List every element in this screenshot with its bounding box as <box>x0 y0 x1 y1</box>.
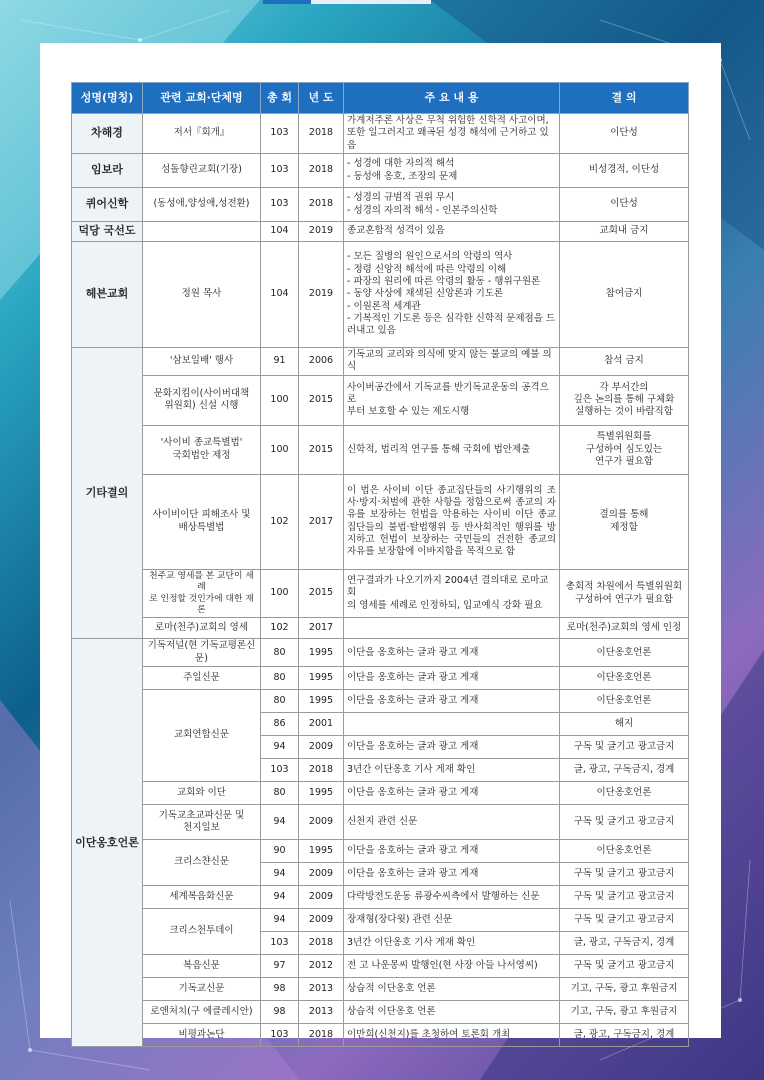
row-content: 이단을 옹호하는 글과 광고 게재 <box>344 639 560 667</box>
table-row <box>72 222 689 242</box>
top-tab-light <box>311 0 431 4</box>
row-year: 1995 <box>299 639 344 667</box>
row-year: 2001 <box>299 713 344 736</box>
row-year: 2013 <box>299 978 344 1001</box>
row-resolution: 구독 및 글기고 광고금지 <box>560 909 689 932</box>
row-org: 로앤처치(구 에클레시안) <box>143 1001 261 1024</box>
row-name: 이단옹호언론 <box>72 639 143 1047</box>
row-session: 86 <box>261 713 299 736</box>
row-content: 상습적 이단옹호 언론 <box>344 1001 560 1024</box>
row-session: 103 <box>261 154 299 188</box>
row-content: 이단을 옹호하는 글과 광고 게재 <box>344 840 560 863</box>
row-resolution: 구독 및 글기고 광고금지 <box>560 863 689 886</box>
row-year: 2018 <box>299 932 344 955</box>
row-org: 비평과논단 <box>143 1024 261 1047</box>
row-resolution: 총회적 차원에서 특별위원회 구성하여 연구가 필요함 <box>560 569 689 618</box>
row-content: 전 고 나운몽씨 발행인(현 사장 아들 나서영씨) <box>344 955 560 978</box>
row-session: 103 <box>261 932 299 955</box>
row-resolution: 결의를 통해 제정함 <box>560 474 689 569</box>
row-resolution: 이단옹호언론 <box>560 782 689 805</box>
table-row <box>72 425 689 474</box>
row-resolution: 구독 및 글기고 광고금지 <box>560 805 689 840</box>
row-resolution: 교회내 금지 <box>560 222 689 242</box>
table-header-row <box>72 83 689 114</box>
row-year: 2018 <box>299 114 344 154</box>
row-resolution: 기고, 구독, 광고 후원금지 <box>560 978 689 1001</box>
col-header-name: 성명(명칭) <box>72 83 143 114</box>
row-year: 2012 <box>299 955 344 978</box>
row-session: 94 <box>261 909 299 932</box>
row-org: 크리스천투데이 <box>143 909 261 955</box>
row-year: 2015 <box>299 569 344 618</box>
row-content: 다락방전도운동 류광수씨측에서 발행하는 신문 <box>344 886 560 909</box>
row-content: 이단을 옹호하는 글과 광고 게재 <box>344 667 560 690</box>
row-content: 기독교의 교리와 의식에 맞지 않는 불교의 예불 의식 <box>344 348 560 376</box>
row-name: 차해경 <box>72 114 143 154</box>
row-org: 저서『회개』 <box>143 114 261 154</box>
table-row <box>72 569 689 618</box>
row-year: 1995 <box>299 690 344 713</box>
row-session: 103 <box>261 188 299 222</box>
row-session: 80 <box>261 690 299 713</box>
row-org: 주일신문 <box>143 667 261 690</box>
row-resolution: 글, 광고, 구독금지, 경계 <box>560 759 689 782</box>
row-content: 이단을 옹호하는 글과 광고 게재 <box>344 863 560 886</box>
row-resolution: 특별위원회를 구성하여 심도있는 연구가 필요함 <box>560 425 689 474</box>
row-session: 98 <box>261 1001 299 1024</box>
row-year: 2018 <box>299 188 344 222</box>
row-name: 임보라 <box>72 154 143 188</box>
row-resolution: 이단성 <box>560 114 689 154</box>
table-row <box>72 375 689 425</box>
table-row <box>72 886 689 909</box>
row-session: 94 <box>261 863 299 886</box>
row-session: 103 <box>261 759 299 782</box>
row-content: 이단을 옹호하는 글과 광고 게재 <box>344 736 560 759</box>
col-header-org: 관련 교회·단체명 <box>143 83 261 114</box>
row-year: 2018 <box>299 154 344 188</box>
row-session: 104 <box>261 222 299 242</box>
table-row <box>72 782 689 805</box>
row-content: 신천지 관련 신문 <box>344 805 560 840</box>
row-org: 문화지킴이(사이버대책 위원회) 신설 시행 <box>143 375 261 425</box>
row-org <box>143 222 261 242</box>
row-year: 1995 <box>299 840 344 863</box>
row-name: 기타결의 <box>72 348 143 639</box>
col-header-content: 주 요 내 용 <box>344 83 560 114</box>
row-resolution: 참여금지 <box>560 242 689 348</box>
row-content <box>344 713 560 736</box>
row-name: 퀴어신학 <box>72 188 143 222</box>
row-resolution: 글, 광고, 구독금지, 경계 <box>560 932 689 955</box>
table-row <box>72 188 689 222</box>
row-org: 세계복음화신문 <box>143 886 261 909</box>
row-year: 2019 <box>299 242 344 348</box>
row-org: (동성애,양성애,성전환) <box>143 188 261 222</box>
row-resolution: 비성경적, 이단성 <box>560 154 689 188</box>
row-content: - 성경의 규범적 권위 무시 - 성경의 자의적 해석 - 인본주의신학 <box>344 188 560 222</box>
table-row <box>72 474 689 569</box>
col-header-resolution: 결 의 <box>560 83 689 114</box>
row-session: 98 <box>261 978 299 1001</box>
row-year: 2013 <box>299 1001 344 1024</box>
row-session: 103 <box>261 114 299 154</box>
row-session: 104 <box>261 242 299 348</box>
row-org: 교회와 이단 <box>143 782 261 805</box>
row-content: - 성경에 대한 자의적 해석 - 동성애 옹호, 조장의 문제 <box>344 154 560 188</box>
row-org: 사이비이단 피해조사 및 배상특별법 <box>143 474 261 569</box>
table-row <box>72 639 689 667</box>
row-resolution: 구독 및 글기고 광고금지 <box>560 736 689 759</box>
row-session: 90 <box>261 840 299 863</box>
row-year: 2018 <box>299 1024 344 1047</box>
table-row <box>72 909 689 932</box>
row-resolution: 각 부서간의 깊은 논의를 통해 구체화 실행하는 것이 바람직함 <box>560 375 689 425</box>
table-row <box>72 154 689 188</box>
row-content: 신학적, 법리적 연구를 통해 국회에 법안제출 <box>344 425 560 474</box>
row-org: 정원 목사 <box>143 242 261 348</box>
row-session: 100 <box>261 569 299 618</box>
row-resolution: 로마(천주)교회의 영세 인정 <box>560 618 689 639</box>
row-resolution: 해지 <box>560 713 689 736</box>
table-row <box>72 1024 689 1047</box>
row-resolution: 이단옹호언론 <box>560 667 689 690</box>
row-content: 3년간 이단옹호 기사 게재 확인 <box>344 932 560 955</box>
row-org: 기독저널(현 기독교평론신문) <box>143 639 261 667</box>
row-org: 섬돌향린교회(기장) <box>143 154 261 188</box>
row-content: 장재형(장다윗) 관련 신문 <box>344 909 560 932</box>
row-content: 이만희(신천지)를 초청하여 토론회 개최 <box>344 1024 560 1047</box>
row-resolution: 이단옹호언론 <box>560 690 689 713</box>
row-year: 2015 <box>299 375 344 425</box>
row-content: 상습적 이단옹호 언론 <box>344 978 560 1001</box>
row-session: 94 <box>261 805 299 840</box>
table-row <box>72 114 689 154</box>
col-header-year: 년 도 <box>299 83 344 114</box>
row-resolution: 구독 및 글기고 광고금지 <box>560 886 689 909</box>
row-content: 종교혼합적 성격이 있음 <box>344 222 560 242</box>
top-tab-accent <box>263 0 311 4</box>
row-content: 사이버공간에서 기독교를 반기독교운동의 공격으로 부터 보호할 수 있는 제도시행 <box>344 375 560 425</box>
row-content: 이단을 옹호하는 글과 광고 게재 <box>344 782 560 805</box>
row-org: 복음신문 <box>143 955 261 978</box>
row-year: 2006 <box>299 348 344 376</box>
row-content: 가계저주론 사상은 무척 위험한 신학적 사고이며, 또한 일그러지고 왜곡된 성경 해석에 근거하고 있음 <box>344 114 560 154</box>
row-session: 102 <box>261 618 299 639</box>
row-resolution: 구독 및 글기고 광고금지 <box>560 955 689 978</box>
row-year: 2015 <box>299 425 344 474</box>
row-session: 94 <box>261 736 299 759</box>
table-row <box>72 840 689 863</box>
row-session: 103 <box>261 1024 299 1047</box>
row-org: 교회연합신문 <box>143 690 261 782</box>
row-year: 2017 <box>299 618 344 639</box>
row-year: 2009 <box>299 805 344 840</box>
table-row <box>72 690 689 713</box>
row-content: - 모든 질병의 원인으로서의 악령의 역사 - 정령 신앙적 해석에 따른 악령의 이해 - 파장의 원리에 따른 악령의 활동 - 행위구원론 - 동양 사상에 채색된 신앙론과 기도론 - 이원론적 세계관 - 기복적인 기도론 등은 심각한 신학적 문제점을 드 러내고 있음 <box>344 242 560 348</box>
row-resolution: 이단옹호언론 <box>560 639 689 667</box>
row-session: 80 <box>261 639 299 667</box>
row-year: 2009 <box>299 909 344 932</box>
row-org: 기독교신문 <box>143 978 261 1001</box>
row-year: 2017 <box>299 474 344 569</box>
row-org: '사이비 종교특별법' 국회법안 제정 <box>143 425 261 474</box>
row-session: 97 <box>261 955 299 978</box>
row-year: 2009 <box>299 863 344 886</box>
table-row <box>72 348 689 376</box>
row-name: 헤븐교회 <box>72 242 143 348</box>
row-org: 천주교 영세를 본 교단이 세례 로 인정할 것인가에 대한 재론 <box>143 569 261 618</box>
row-resolution: 이단옹호언론 <box>560 840 689 863</box>
row-resolution: 글, 광고, 구독금지, 경계 <box>560 1024 689 1047</box>
row-resolution: 기고, 구독, 광고 후원금지 <box>560 1001 689 1024</box>
row-year: 2009 <box>299 886 344 909</box>
row-org: 크리스챤신문 <box>143 840 261 886</box>
row-org: 기독교초교파신문 및 천지일보 <box>143 805 261 840</box>
table-row <box>72 242 689 348</box>
row-content: 3년간 이단옹호 기사 게재 확인 <box>344 759 560 782</box>
row-content <box>344 618 560 639</box>
table-row <box>72 805 689 840</box>
row-org: '삼보일배' 행사 <box>143 348 261 376</box>
row-content: 연구결과가 나오기까지 2004년 결의대로 로마교회 의 영세를 세례로 인정하되, 입교예식 강화 필요 <box>344 569 560 618</box>
table-row <box>72 1001 689 1024</box>
row-session: 102 <box>261 474 299 569</box>
table-row <box>72 618 689 639</box>
row-year: 2019 <box>299 222 344 242</box>
table-row <box>72 978 689 1001</box>
row-session: 94 <box>261 886 299 909</box>
row-session: 80 <box>261 782 299 805</box>
row-year: 1995 <box>299 667 344 690</box>
row-year: 2009 <box>299 736 344 759</box>
row-org: 로마(천주)교회의 영세 <box>143 618 261 639</box>
table-row <box>72 667 689 690</box>
row-content: 이 법은 사이비 이단 종교집단들의 사기행위의 조사·방지·처벌에 관한 사항을 정함으로써 종교의 자유를 보장하는 헌법을 악용하는 사이비 이단 종교 집단들의 불법·탈법행위 등 반사회적인 행위를 방지하고 헌법이 보장하는 국민들의 건전한 종교의 자유를 보장함에 이바지함을 목적으로 함 <box>344 474 560 569</box>
row-content: 이단을 옹호하는 글과 광고 게재 <box>344 690 560 713</box>
row-year: 1995 <box>299 782 344 805</box>
row-year: 2018 <box>299 759 344 782</box>
row-session: 100 <box>261 425 299 474</box>
col-header-session: 총 회 <box>261 83 299 114</box>
row-session: 91 <box>261 348 299 376</box>
row-resolution: 이단성 <box>560 188 689 222</box>
row-session: 100 <box>261 375 299 425</box>
row-name: 덕당 국선도 <box>72 222 143 242</box>
table-row <box>72 955 689 978</box>
row-session: 80 <box>261 667 299 690</box>
row-resolution: 참석 금지 <box>560 348 689 376</box>
heresy-resolution-table <box>71 82 689 1047</box>
